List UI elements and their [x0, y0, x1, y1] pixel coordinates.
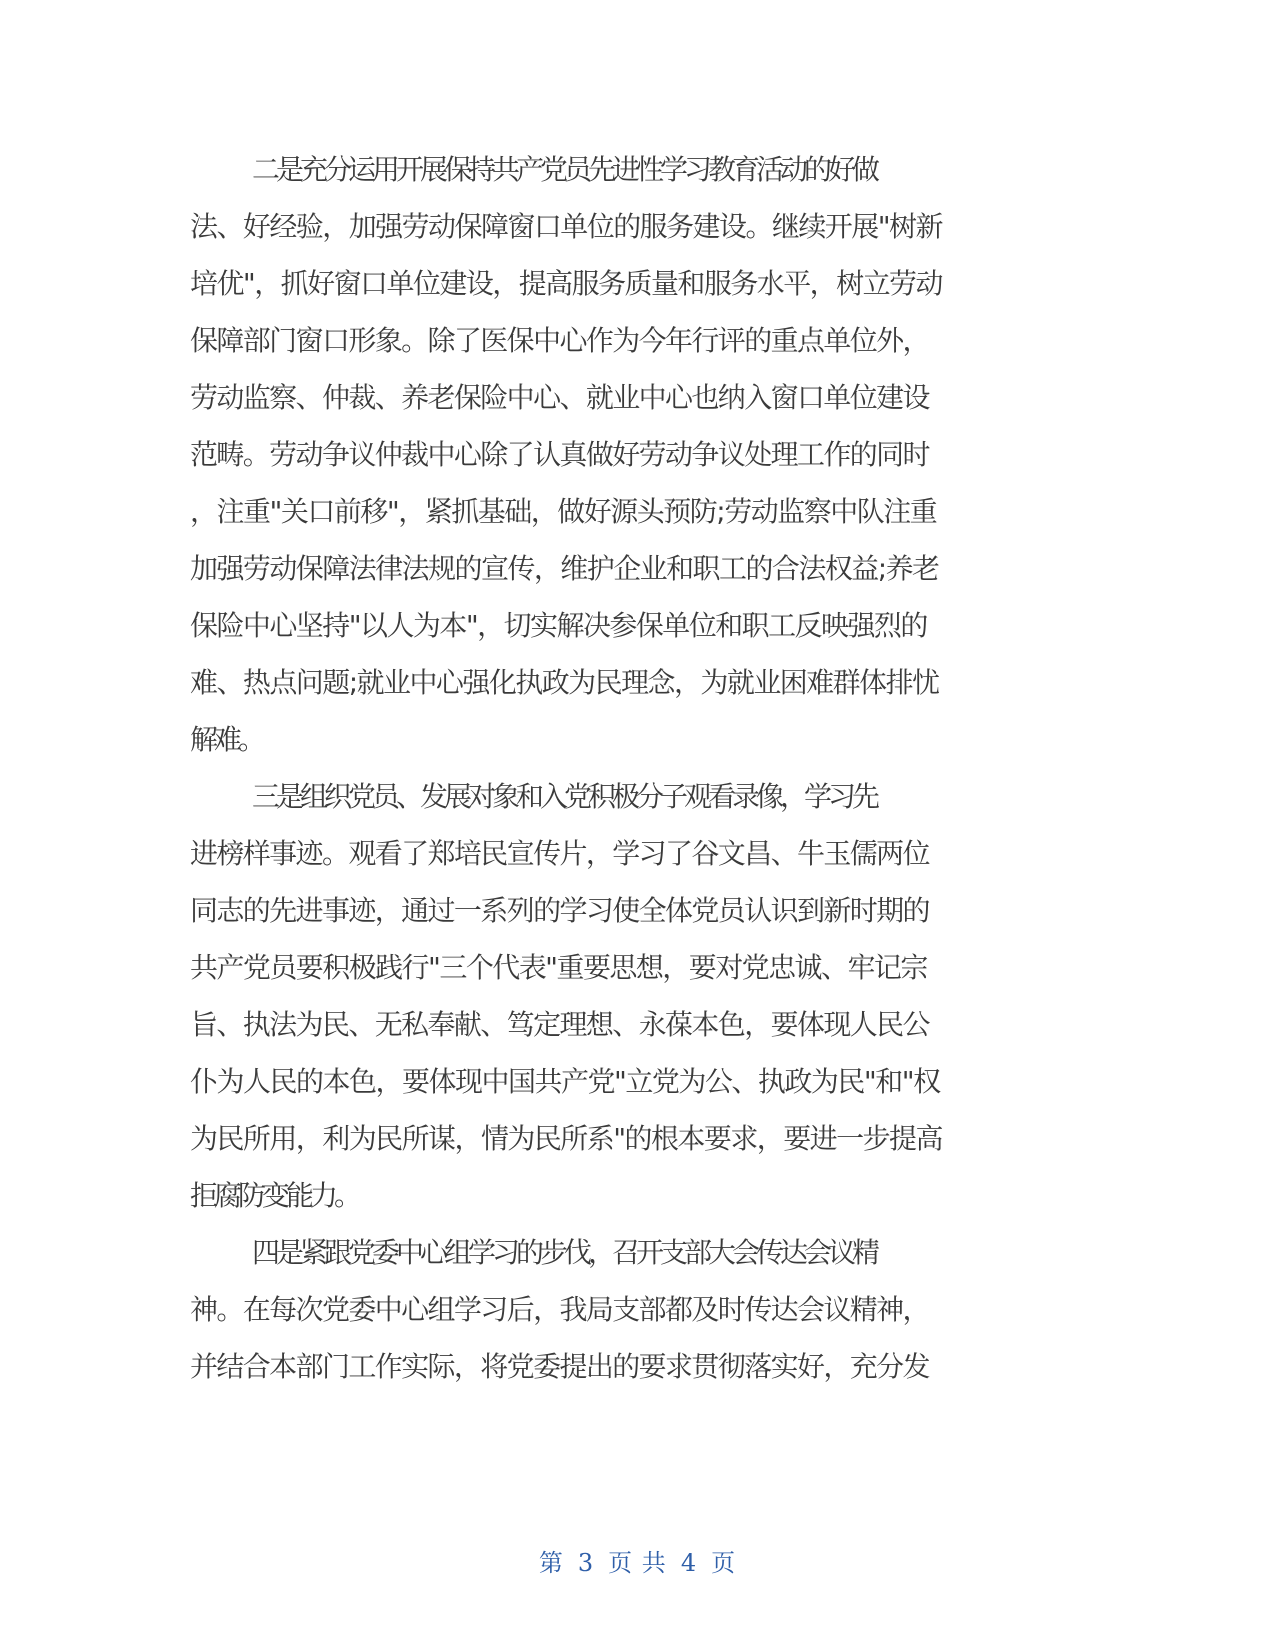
paragraph-line: 神。在每次党委中心组学习后，我局支部都及时传达会议精神， — [190, 1293, 929, 1326]
paragraph-line: 为民所用，利为民所谋，情为民所系"的根本要求，要进一步提高 — [190, 1122, 942, 1155]
footer-suffix: 页 — [711, 1549, 737, 1577]
paragraph-line: 同志的先进事迹，通过一系列的学习使全体党员认识到新时期的 — [190, 894, 929, 927]
paragraph-line: 并结合本部门工作实际，将党委提出的要求贯彻落实好，充分发 — [190, 1350, 929, 1383]
paragraph-line: ，注重"关口前移"，紧抓基础，做好源头预防;劳动监察中队注重 — [190, 495, 937, 528]
paragraph-line: 保险中心坚持"以人为本"，切实解决参保单位和职工反映强烈的 — [190, 609, 927, 642]
paragraph-line: 加强劳动保障法律法规的宣传，维护企业和职工的合法权益;养老 — [190, 552, 939, 585]
paragraph-line: 共产党员要积极践行"三个代表"重要思想，要对党忠诚、牢记宗 — [190, 951, 927, 984]
paragraph-line: 难、热点问题;就业中心强化执政为民理念，为就业困难群体排忧 — [190, 666, 939, 699]
page-footer — [0, 1548, 1275, 1578]
paragraph-line: 三是组织党员、发展对象和入党积极分子观看录像，学习先 — [252, 780, 877, 813]
paragraph-line: 法、好经验，加强劳动保障窗口单位的服务建设。继续开展"树新 — [190, 210, 942, 243]
paragraph-line: 进榜样事迹。观看了郑培民宣传片，学习了谷文昌、牛玉儒两位 — [190, 837, 929, 870]
paragraph-line: 仆为人民的本色，要体现中国共产党"立党为公、执政为民"和"权 — [190, 1065, 940, 1098]
paragraph-line: 范畴。劳动争议仲裁中心除了认真做好劳动争议处理工作的同时 — [190, 438, 929, 471]
paragraph-line: 培优"，抓好窗口单位建设，提高服务质量和服务水平，树立劳动 — [190, 267, 942, 300]
footer-middle: 页 共 — [608, 1549, 667, 1577]
paragraph-line: 拒腐防变能力。 — [190, 1179, 359, 1212]
paragraph-line: 解难。 — [190, 723, 263, 756]
total-page-number: 4 — [680, 1549, 698, 1577]
paragraph-line: 四是紧跟党委中心组学习的步伐，召开支部大会传达会议精 — [252, 1236, 877, 1269]
paragraph-line: 二是充分运用开展保持共产党员先进性学习教育活动的好做 — [252, 153, 877, 186]
paragraph-line: 劳动监察、仲裁、养老保险中心、就业中心也纳入窗口单位建设 — [190, 381, 929, 414]
paragraph-line: 旨、执法为民、无私奉献、笃定理想、永葆本色，要体现人民公 — [190, 1008, 929, 1041]
paragraph-line: 保障部门窗口形象。除了医保中心作为今年行评的重点单位外， — [190, 324, 929, 357]
footer-prefix: 第 — [538, 1549, 564, 1577]
current-page-number: 3 — [577, 1549, 595, 1577]
